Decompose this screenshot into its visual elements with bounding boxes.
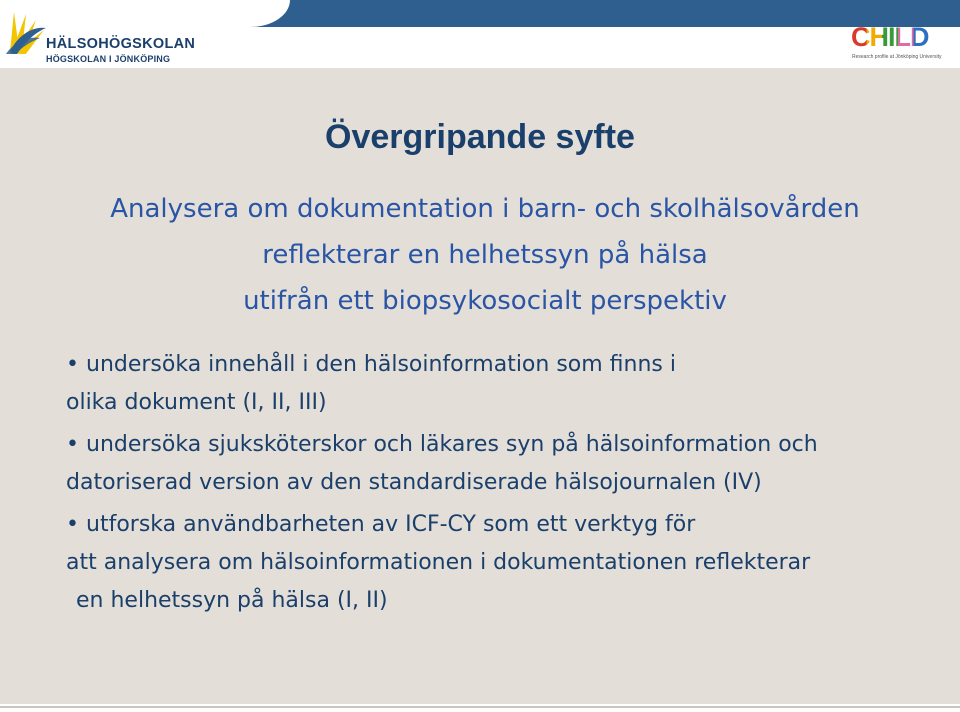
objectives-list	[66, 346, 956, 624]
bullet-icon: •	[66, 432, 79, 457]
list-item-line: en helhetssyn på hälsa (I, II)	[76, 588, 388, 613]
aim-line: utifrån ett biopsykosocialt perspektiv	[243, 286, 727, 316]
list-item-line: utforska användbarheten av ICF-CY som ett verktyg för	[86, 512, 696, 537]
bullet-icon: •	[66, 512, 79, 537]
slide-title: Övergripande syfte	[325, 118, 635, 156]
list-item	[66, 506, 956, 620]
list-item-line: datoriserad version av den standardiserade hälsojournalen (IV)	[66, 470, 762, 495]
sun-emblem-icon	[4, 6, 48, 54]
child-logo-tagline: Research profile at Jönköping University	[852, 54, 942, 60]
list-item-line: undersöka innehåll i den hälsoinformation som finns i	[86, 352, 676, 377]
list-item	[66, 426, 956, 502]
aim-line: reflekterar en helhetssyn på hälsa	[262, 240, 708, 270]
list-item	[66, 346, 956, 422]
aim-line: Analysera om dokumentation i barn- och skolhälsovården	[110, 194, 860, 224]
bullet-icon: •	[66, 352, 79, 377]
child-logo-text: CHILD	[851, 22, 929, 52]
list-item-line: undersöka sjuksköterskor och läkares syn på hälsoinformation och	[86, 432, 818, 457]
child-logo-word	[851, 22, 929, 53]
logo-title: HÄLSOHÖGSKOLAN	[46, 36, 196, 52]
aim-statement	[40, 186, 930, 324]
list-item-line: olika dokument (I, II, III)	[66, 390, 327, 415]
logo-subtitle: HÖGSKOLAN I JÖNKÖPING	[46, 54, 171, 64]
footer-divider	[0, 706, 960, 708]
list-item-line: att analysera om hälsoinformationen i dokumentationen reflekterar	[66, 550, 811, 575]
child-logo	[848, 22, 953, 64]
slide-header	[0, 0, 960, 68]
